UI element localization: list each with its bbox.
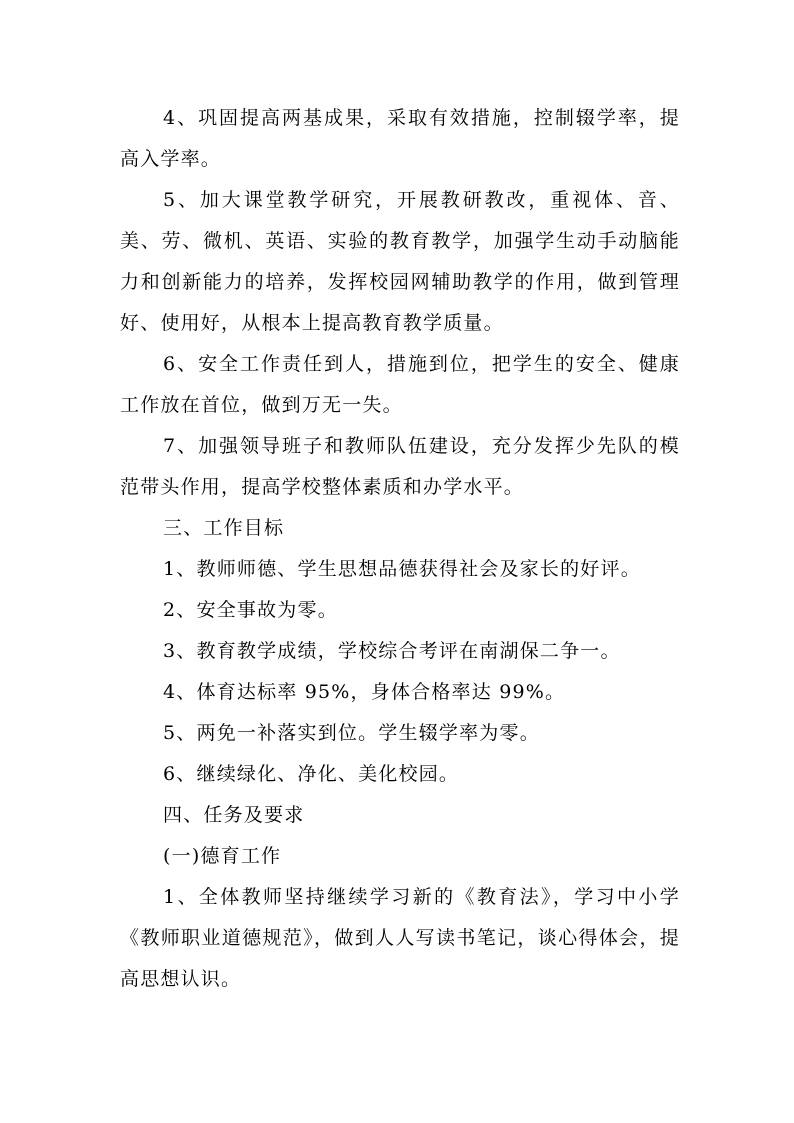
paragraph-task-4: 4、巩固提高两基成果，采取有效措施，控制辍学率，提高入学率。 (120, 107, 680, 170)
document-body (120, 98, 680, 1000)
goal-item-5: 5、两免一补落实到位。学生辍学率为零。 (163, 722, 540, 744)
paragraph-task-6: 6、安全工作责任到人，措施到位，把学生的安全、健康工作放在首位，做到万无一失。 (120, 353, 680, 416)
goal-item-1: 1、教师师德、学生思想品德获得社会及家长的好评。 (163, 558, 641, 580)
paragraph-task-7: 7、加强领导班子和教师队伍建设，充分发挥少先队的模范带头作用，提高学校整体素质和办学水平。 (120, 435, 680, 498)
section-heading-tasks: 四、任务及要求 (163, 804, 305, 826)
subsection-heading-moral-education: (一)德育工作 (163, 845, 282, 867)
paragraph-task-5: 5、加大课堂教学研究，开展教研教改，重视体、音、美、劳、微机、英语、实验的教育教学，加强学生动手动脑能力和创新能力的培养，发挥校园网辅助教学的作用，做到管理好、使用好，从根本上提高教育教学质量。 (120, 189, 680, 334)
goal-item-3: 3、教育教学成绩，学校综合考评在南湖保二争一。 (163, 640, 621, 662)
goal-item-6: 6、继续绿化、净化、美化校园。 (163, 763, 460, 785)
goal-item-2: 2、安全事故为零。 (163, 599, 338, 621)
section-heading-goals: 三、工作目标 (163, 517, 285, 539)
goal-item-4: 4、体育达标率 95%，身体合格率达 99%。 (163, 681, 566, 703)
moral-education-item-1: 1、全体教师坚持继续学习新的《教育法》，学习中小学《教师职业道德规范》，做到人人写读书笔记，谈心得体会，提高思想认识。 (120, 886, 680, 990)
